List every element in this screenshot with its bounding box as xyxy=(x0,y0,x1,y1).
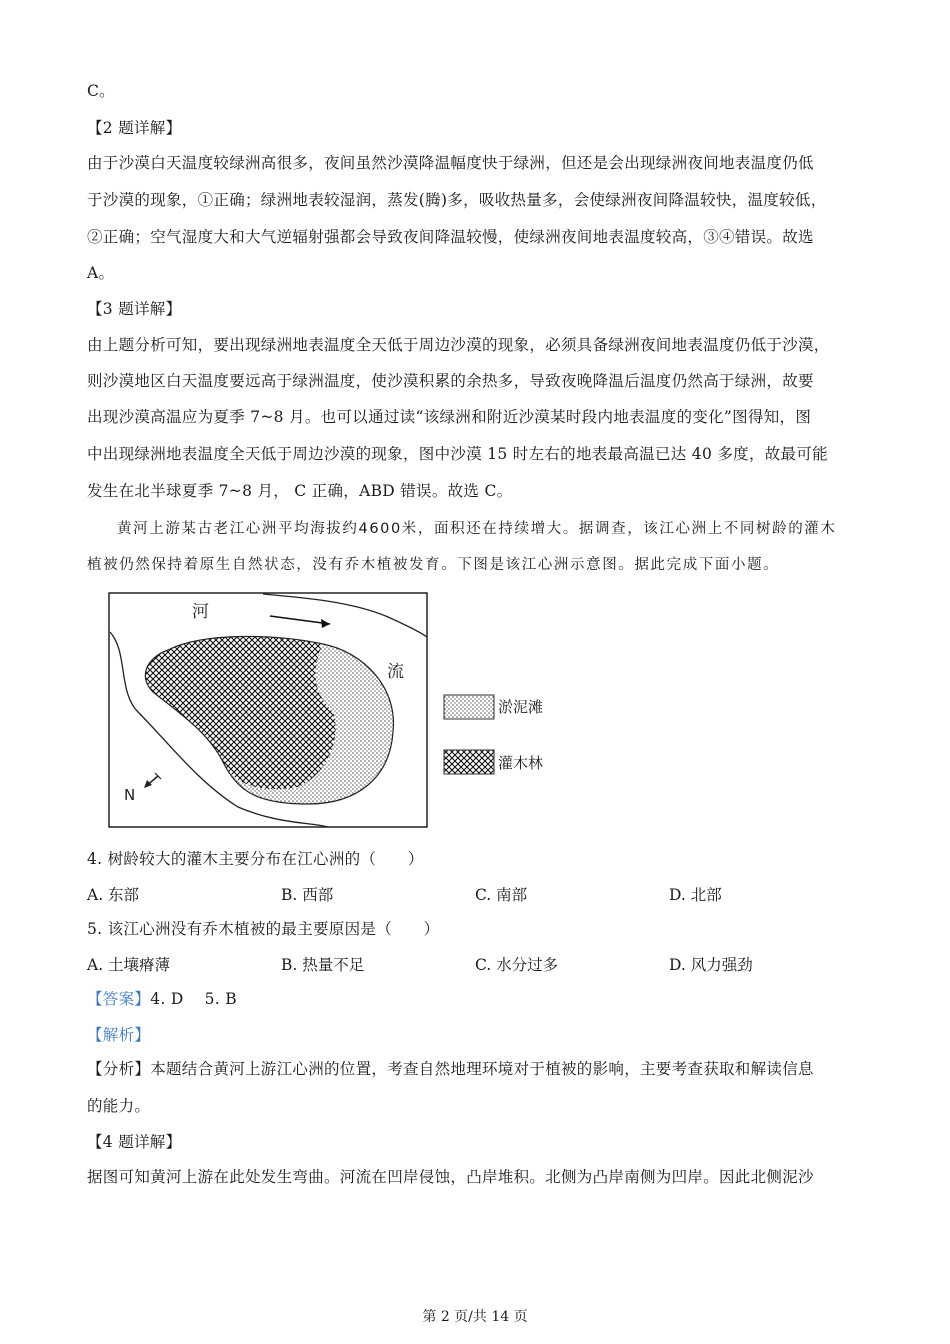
legend-label-silt: 淤泥滩 xyxy=(498,698,544,716)
text-line: 则沙漠地区白天温度要远高于绿洲温度，使沙漠积累的余热多，导致夜晚降温后温度仍然高于绿洲，故要 xyxy=(87,372,814,390)
passage-line: 黄河上游某古老江心洲平均海拔约4600米，面积还在持续增大。据调查，该江心洲上不同树龄的灌木 xyxy=(117,521,837,537)
question-5-stem: 5. 该江心洲没有乔木植被的最主要原因是（ ） xyxy=(87,920,440,938)
q5-option-b: B. 热量不足 xyxy=(281,956,365,974)
legend-label-shrub: 灌木林 xyxy=(498,754,544,772)
analysis-line: 的能力。 xyxy=(87,1097,151,1115)
text-line: 由上题分析可知，要出现绿洲地表温度全天低于周边沙漠的现象，必须具备绿洲夜间地表温度仍低于沙漠， xyxy=(87,336,830,354)
river-island-map xyxy=(108,592,428,828)
analysis-line: 【分析】本题结合黄河上游江心洲的位置，考查自然地理环境对于植被的影响，主要考查获取和解读信息 xyxy=(87,1060,814,1078)
q4-option-a: A. 东部 xyxy=(87,886,140,904)
north-label: N xyxy=(124,786,136,804)
text-line: 由于沙漠白天温度较绿洲高很多，夜间虽然沙漠降温幅度快于绿洲，但还是会出现绿洲夜间地表温度仍低 xyxy=(87,154,814,172)
river-label-2: 流 xyxy=(387,662,404,682)
text-line: 发生在北半球夏季 7~8 月， C 正确，ABD 错误。故选 C。 xyxy=(87,482,513,500)
text-line: ②正确；空气湿度大和大气逆辐射强都会导致夜间降温较慢，使绿洲夜间地表温度较高，③④错误。故选 xyxy=(87,228,814,246)
river-label-1: 河 xyxy=(192,602,209,622)
question-4-stem: 4. 树龄较大的灌木主要分布在江心洲的（ ） xyxy=(87,850,424,868)
text-line: 出现沙漠高温应为夏季 7~8 月。也可以通过读“该绿洲和附近沙漠某时段内地表温度的变化”图得知，图 xyxy=(87,408,812,426)
section-heading-q2: 【2 题详解】 xyxy=(87,119,182,137)
passage-line: 植被仍然保持着原生自然状态，没有乔木植被发育。下图是该江心洲示意图。据此完成下面小题。 xyxy=(87,557,780,573)
legend-swatch-silt xyxy=(444,695,494,719)
answer-line xyxy=(87,988,237,1010)
text-line: C。 xyxy=(87,82,115,100)
q4-option-c: C. 南部 xyxy=(475,886,528,904)
section-heading-q4: 【4 题详解】 xyxy=(87,1133,182,1151)
text-line: 于沙漠的现象，①正确；绿洲地表较湿润，蒸发(腾)多，吸收热量多，会使绿洲夜间降温较快，温度较低， xyxy=(87,191,827,209)
q5-option-a: A. 土壤瘠薄 xyxy=(87,956,171,974)
text-line: A。 xyxy=(87,264,115,282)
analysis-label: 【解析】 xyxy=(87,1026,151,1044)
text-line: 据图可知黄河上游在此处发生弯曲。河流在凹岸侵蚀，凸岸堆积。北侧为凸岸南侧为凹岸。因此北侧泥沙 xyxy=(87,1168,814,1186)
legend-swatch-shrub xyxy=(444,750,494,774)
q5-option-c: C. 水分过多 xyxy=(475,956,559,974)
answer-text: 4. D 5. B xyxy=(150,990,237,1008)
q5-option-d: D. 风力强劲 xyxy=(669,956,753,974)
section-heading-q3: 【3 题详解】 xyxy=(87,300,182,318)
answer-label: 【答案】 xyxy=(87,990,151,1008)
q4-option-d: D. 北部 xyxy=(669,886,722,904)
q4-option-b: B. 西部 xyxy=(281,886,334,904)
page-footer: 第 2 页/共 14 页 xyxy=(422,1309,528,1325)
text-line: 中出现绿洲地表温度全天低于周边沙漠的现象，图中沙漠 15 时左右的地表最高温已达 40 多度，故最可能 xyxy=(87,445,828,463)
